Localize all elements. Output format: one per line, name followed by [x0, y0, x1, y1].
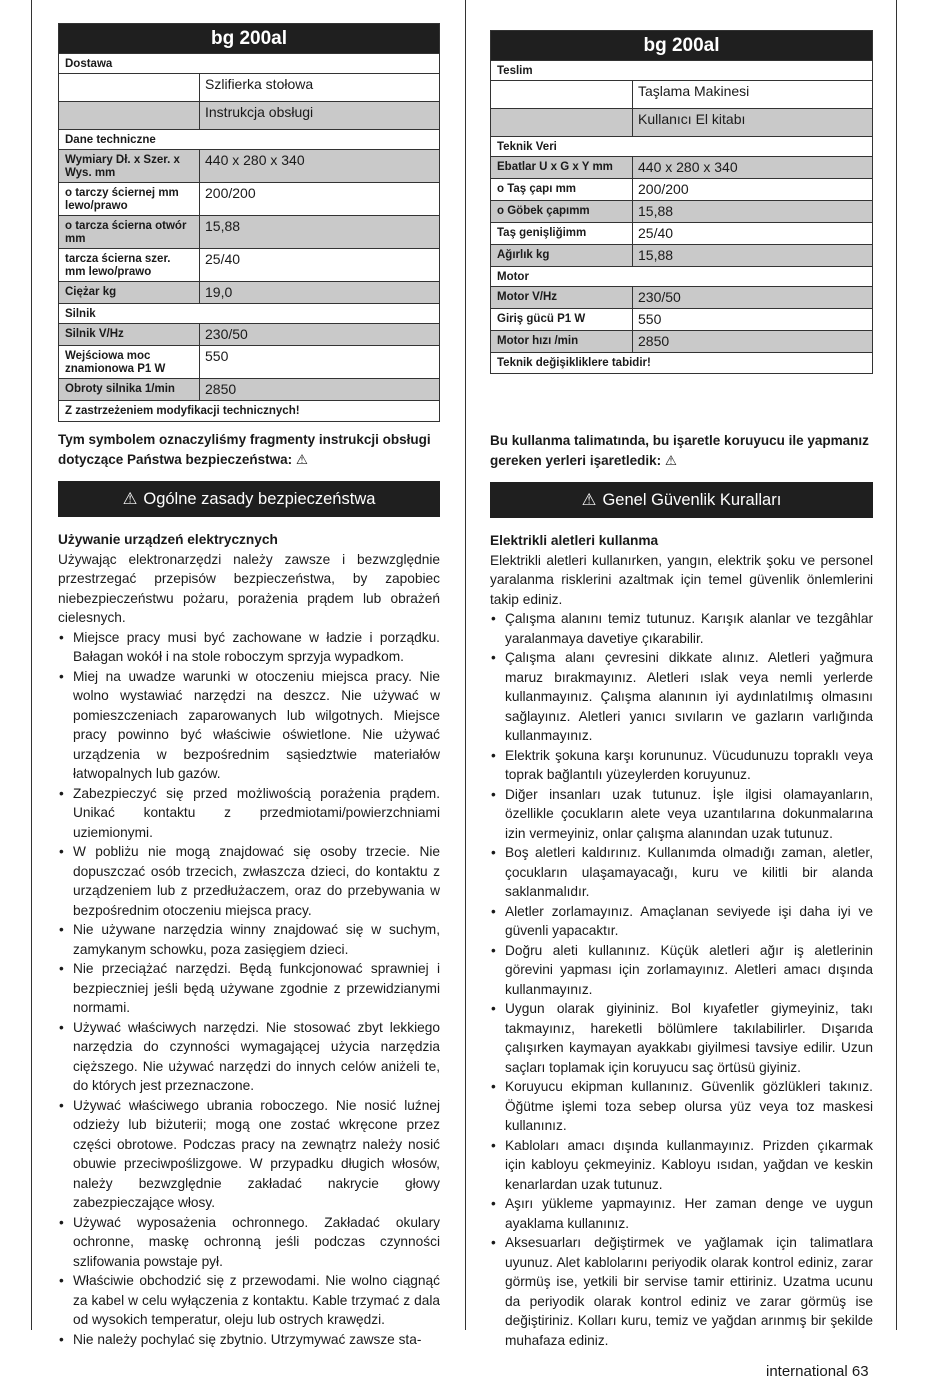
section-intro: Używając elektronarzędzi należy zawsze i bezwzględnie przestrzegać przepisów bezpieczeństwa, by zapobiec niebezpieczeństwu pożaru, porażenia prądem lub obrażeń cielesnych. [58, 551, 440, 625]
table-row [59, 324, 440, 346]
table-row [491, 331, 873, 353]
spec-label: Giriş gücü P1 W [491, 309, 633, 331]
list-item: • W pobliżu nie mogą znajdować się osoby trzecie. Nie dopuszczać osób trzecich, zwłaszcza dzieci, do kontaktu z urządzeniem lub z przedłużaczem, oraz do przebywania w bezpośrednim otoczeniu miejsca pracy. [58, 842, 440, 920]
spec-label [59, 102, 200, 130]
table-row [59, 379, 440, 401]
safety-body [58, 530, 440, 1349]
spec-label: o tarczy ściernej mm lewo/prawo [59, 183, 200, 216]
table-row [491, 201, 873, 223]
table-section-row [59, 130, 440, 150]
table-row [491, 157, 873, 179]
table-section-row [491, 137, 873, 157]
spec-value: 230/50 [633, 287, 873, 309]
spec-label: Motor V/Hz [491, 287, 633, 309]
left-margin-rule [31, 0, 32, 1330]
spec-value: 15,88 [633, 201, 873, 223]
left-column [58, 0, 440, 1349]
table-row [491, 81, 873, 109]
safety-symbol-intro: Tym symbolem oznaczyliśmy fragmenty instrukcji obsługi dotyczące Państwa bezpieczeństwa: ⚠ [58, 432, 431, 467]
list-item: • Çalışma alanı çevresini dikkate alınız. Aletleri yağmura maruz bırakmayınız. Aletleri ıslak veya nemli yerlerde kullanmayınız. Çalışma alanının iyi aydınlatılmış olmasını sağlayınız. Aletleri yanıcı sıvıların ve gazların varlığında kullanmayınız. [490, 648, 873, 746]
section-label: Dostawa [59, 54, 440, 74]
warning-icon: ⚠ [581, 491, 597, 509]
spec-value: 550 [200, 346, 440, 379]
spec-value: 25/40 [633, 223, 873, 245]
right-column [490, 0, 873, 1350]
table-row [59, 74, 440, 102]
spec-label [59, 74, 200, 102]
list-item: • Miejsce pracy musi być zachowane w ładzie i porządku. Bałagan wokół i na stole roboczym sprzyja wypadkom. [58, 628, 440, 667]
list-item: • Właściwie obchodzić się z przewodami. Nie wolno ciągnąć za kabel w celu wyłączenia z kontaktu. Kable trzymać z dala od wysokich temperatur, oleju lub ostrych krawędzi. [58, 1271, 440, 1330]
section-intro: Elektrikli aletleri kullanırken, yangın, elektrik şoku ve personel yaralanma risklerini azaltmak için temel güvenlik önlemlerini takip ediniz. [490, 552, 873, 607]
spec-table-body [491, 31, 873, 374]
list-item: • Aletler zorlamayınız. Amaçlanan seviyede işi daha iyi ve güvenli yapacaktır. [490, 902, 873, 941]
table-row [59, 282, 440, 304]
table-title: bg 200al [491, 31, 873, 61]
list-item: • Miej na uwadze warunki w otoczeniu miejsca pracy. Nie wolno wystawiać narzędzi na deszcz. Nie używać w pomieszczeniach zaparowanych lub wilgotnych. Miejsce pracy powinno być właściwie oświetlone. Nie używać urządzenia w bezpośrednim sąsiedztwie materiałów łatwopalnych lub gazów. [58, 667, 440, 784]
list-item: • Używać właściwego ubrania roboczego. Nie nosić luźnej odzieży lub biżuterii; mogą one zostać wkręcone przez części obrotowe. Podczas pracy na zewnątrz należy nosić obuwie przeciwpoślizgowe. W przypadku długich włosów, należy bezwzględnie zakładać nakrycie głowy zabezpieczające włosy. [58, 1096, 440, 1213]
table-row [491, 223, 873, 245]
safety-bullet-list [490, 609, 873, 1350]
spec-value: 550 [633, 309, 873, 331]
spec-value: 230/50 [200, 324, 440, 346]
list-item: • Kabloları amacı dışında kullanmayınız. Prizden çıkarmak için kabloyu çekmeyiniz. Kabloyu ısıdan, yağdan ve keskin kenarlardan uzak tutunuz. [490, 1136, 873, 1195]
section-heading: Używanie urządzeń elektrycznych [58, 532, 278, 547]
spec-label [491, 109, 633, 137]
spec-value: 440 x 280 x 340 [200, 150, 440, 183]
spec-label: tarcza ścierna szer. mm lewo/prawo [59, 249, 200, 282]
table-row [491, 245, 873, 267]
spec-label [491, 81, 633, 109]
center-rule [465, 0, 466, 1330]
section-heading: Elektrikli aletleri kullanma [490, 533, 659, 548]
list-item: • Zabezpieczyć się przed możliwością porażenia prądem. Unikać kontaktu z przedmiotami/powierzchniami uziemionymi. [58, 784, 440, 843]
table-row [59, 249, 440, 282]
spec-table-pl [58, 23, 440, 422]
spec-value: Szlifierka stołowa [200, 74, 440, 102]
safety-symbol-intro: Bu kullanma talimatında, bu işaretle koruyucu ile yapmanız gereken yerleri işaretledik: ⚠ [490, 433, 869, 468]
table-row [59, 346, 440, 379]
section-label: Dane techniczne [59, 130, 440, 150]
table-row [491, 179, 873, 201]
spec-value: 200/200 [633, 179, 873, 201]
spec-table-body [59, 24, 440, 422]
spec-value: Taşlama Makinesi [633, 81, 873, 109]
list-item: • Nie używane narzędzia winny znajdować się w suchym, zamykanym schowku, poza zasięgiem dzieci. [58, 920, 440, 959]
list-item: • Çalışma alanını temiz tutunuz. Karışık alanlar ve tezgâhlar yaralanmaya davetiye çıkarabilir. [490, 609, 873, 648]
list-item: • Używać właściwych narzędzi. Nie stosować zbyt lekkiego narzędzia do czynności wymagającej użycia narzędzia cięższego. Nie używać narzędzi do innych celów aniżeli te, do których jest przeznaczone. [58, 1018, 440, 1096]
table-title-row [491, 31, 873, 61]
safety-title-bar [58, 481, 440, 517]
warning-icon: ⚠ [122, 490, 138, 508]
list-item: • Boş aletleri kaldırınız. Kullanımda olmadığı zaman, aletler, çocukların ulaşamayacağı, kuru ve kilitli bir alanda saklanmalıdır. [490, 843, 873, 902]
note-text: Z zastrzeżeniem modyfikacji technicznych! [59, 401, 440, 422]
spec-value: Instrukcja obsługi [200, 102, 440, 130]
section-label: Teknik Veri [491, 137, 873, 157]
table-row [491, 309, 873, 331]
list-item: • Koruyucu ekipman kullanınız. Güvenlik gözlükleri takınız. Öğütme işlemi toza sebep olursa yüz veya toz maskesi kullanınız. [490, 1077, 873, 1136]
spec-label: Obroty silnika 1/min [59, 379, 200, 401]
safety-bullet-list [58, 628, 440, 1350]
right-margin-rule [896, 0, 897, 1330]
spec-value: 2850 [633, 331, 873, 353]
footer-label: international [766, 1363, 848, 1380]
spec-value: 440 x 280 x 340 [633, 157, 873, 179]
spec-label: Silnik V/Hz [59, 324, 200, 346]
spec-label: Wymiary Dł. x Szer. x Wys. mm [59, 150, 200, 183]
spec-label: Wejściowa moc znamionowa P1 W [59, 346, 200, 379]
spec-value: 200/200 [200, 183, 440, 216]
list-item: • Nie należy pochylać się zbytnio. Utrzymywać zawsze sta- [58, 1330, 440, 1350]
page-number: 63 [851, 1363, 869, 1380]
spec-value: 19,0 [200, 282, 440, 304]
spec-label: o tarcza ścierna otwór mm [59, 216, 200, 249]
section-label: Silnik [59, 304, 440, 324]
spec-label: o Göbek çapımm [491, 201, 633, 223]
spec-value: Kullanıcı El kitabı [633, 109, 873, 137]
note-text: Teknik değişikliklere tabidir! [491, 353, 873, 374]
table-row [491, 109, 873, 137]
table-row [59, 150, 440, 183]
list-item: • Aksesuarları değiştirmek ve yağlamak için talimatlara uyunuz. Alet kablolarını periyodik olarak kontrol ediniz, zarar görmüş ise, yetkili bir servise tamir ettiriniz. Uzatma ucunu da periyodik olarak kontrol ediniz ve zarar görmüş ise değiştiriniz. Kolları kuru, temiz ve yağdan arınmış bir şekilde muhafaza ediniz. [490, 1233, 873, 1350]
list-item: • Nie przeciążać narzędzi. Będą funkcjonować sprawniej i bezpieczniej jeśli będą używane zgodnie z przewidzianymi normami. [58, 959, 440, 1018]
list-item: • Uygun olarak giyininiz. Bol kıyafetler giymeyiniz, takı takmayınız, hareketli bölümlere takılabilirler. Dışarıda çalışırken kaymayan ayakkabı giyilmesi tavsiye edilir. Uzun saçları toplamak için koruyucu saç örtüsü giyiniz. [490, 999, 873, 1077]
safety-body [490, 531, 873, 1350]
safety-title-bar [490, 482, 873, 518]
safety-title: Genel Güvenlik Kuralları [602, 491, 782, 509]
spec-label: Taş genişliğimm [491, 223, 633, 245]
list-item: • Elektrik şokuna karşı korununuz. Vücudunuzu topraklı veya toprak bağlantılı yüzeylerden koruyunuz. [490, 746, 873, 785]
section-label: Teslim [491, 61, 873, 81]
spec-label: Ciężar kg [59, 282, 200, 304]
spec-table-tr [490, 30, 873, 374]
spec-value: 15,88 [200, 216, 440, 249]
spec-label: Motor hızı /min [491, 331, 633, 353]
section-label: Motor [491, 267, 873, 287]
spec-label: Ebatlar U x G x Y mm [491, 157, 633, 179]
spec-label: o Taş çapı mm [491, 179, 633, 201]
list-item: • Diğer insanları uzak tutunuz. İşle ilgisi olamayanların, özellikle çocukların alete veya uzantılarına dokunmalarına izin vermeyiniz, onlar çalışma alanından uzak tutunuz. [490, 785, 873, 844]
safety-title: Ogólne zasady bezpieczeństwa [143, 490, 376, 508]
table-title: bg 200al [59, 24, 440, 54]
list-item: • Aşırı yükleme yapmayınız. Her zaman denge ve uygun ayaklama kullanınız. [490, 1194, 873, 1233]
spec-label: Ağırlık kg [491, 245, 633, 267]
table-section-row [491, 267, 873, 287]
table-row [59, 216, 440, 249]
spec-value: 25/40 [200, 249, 440, 282]
table-row [59, 102, 440, 130]
table-section-row [491, 61, 873, 81]
page-footer [766, 1363, 869, 1380]
table-section-row [59, 54, 440, 74]
table-row [59, 183, 440, 216]
spec-value: 15,88 [633, 245, 873, 267]
spec-value: 2850 [200, 379, 440, 401]
list-item: • Doğru aleti kullanınız. Küçük aletleri ağır iş aletlerinin görevini yapması için zorlamayınız. Aletleri amacı dışında kullanmayınız. [490, 941, 873, 1000]
list-item: • Używać wyposażenia ochronnego. Zakładać okulary ochronne, maskę ochronną jeśli podczas czynności szlifowania powstaje pył. [58, 1213, 440, 1272]
table-section-row [59, 304, 440, 324]
table-note-row [59, 401, 440, 422]
table-title-row [59, 24, 440, 54]
table-note-row [491, 353, 873, 374]
table-row [491, 287, 873, 309]
